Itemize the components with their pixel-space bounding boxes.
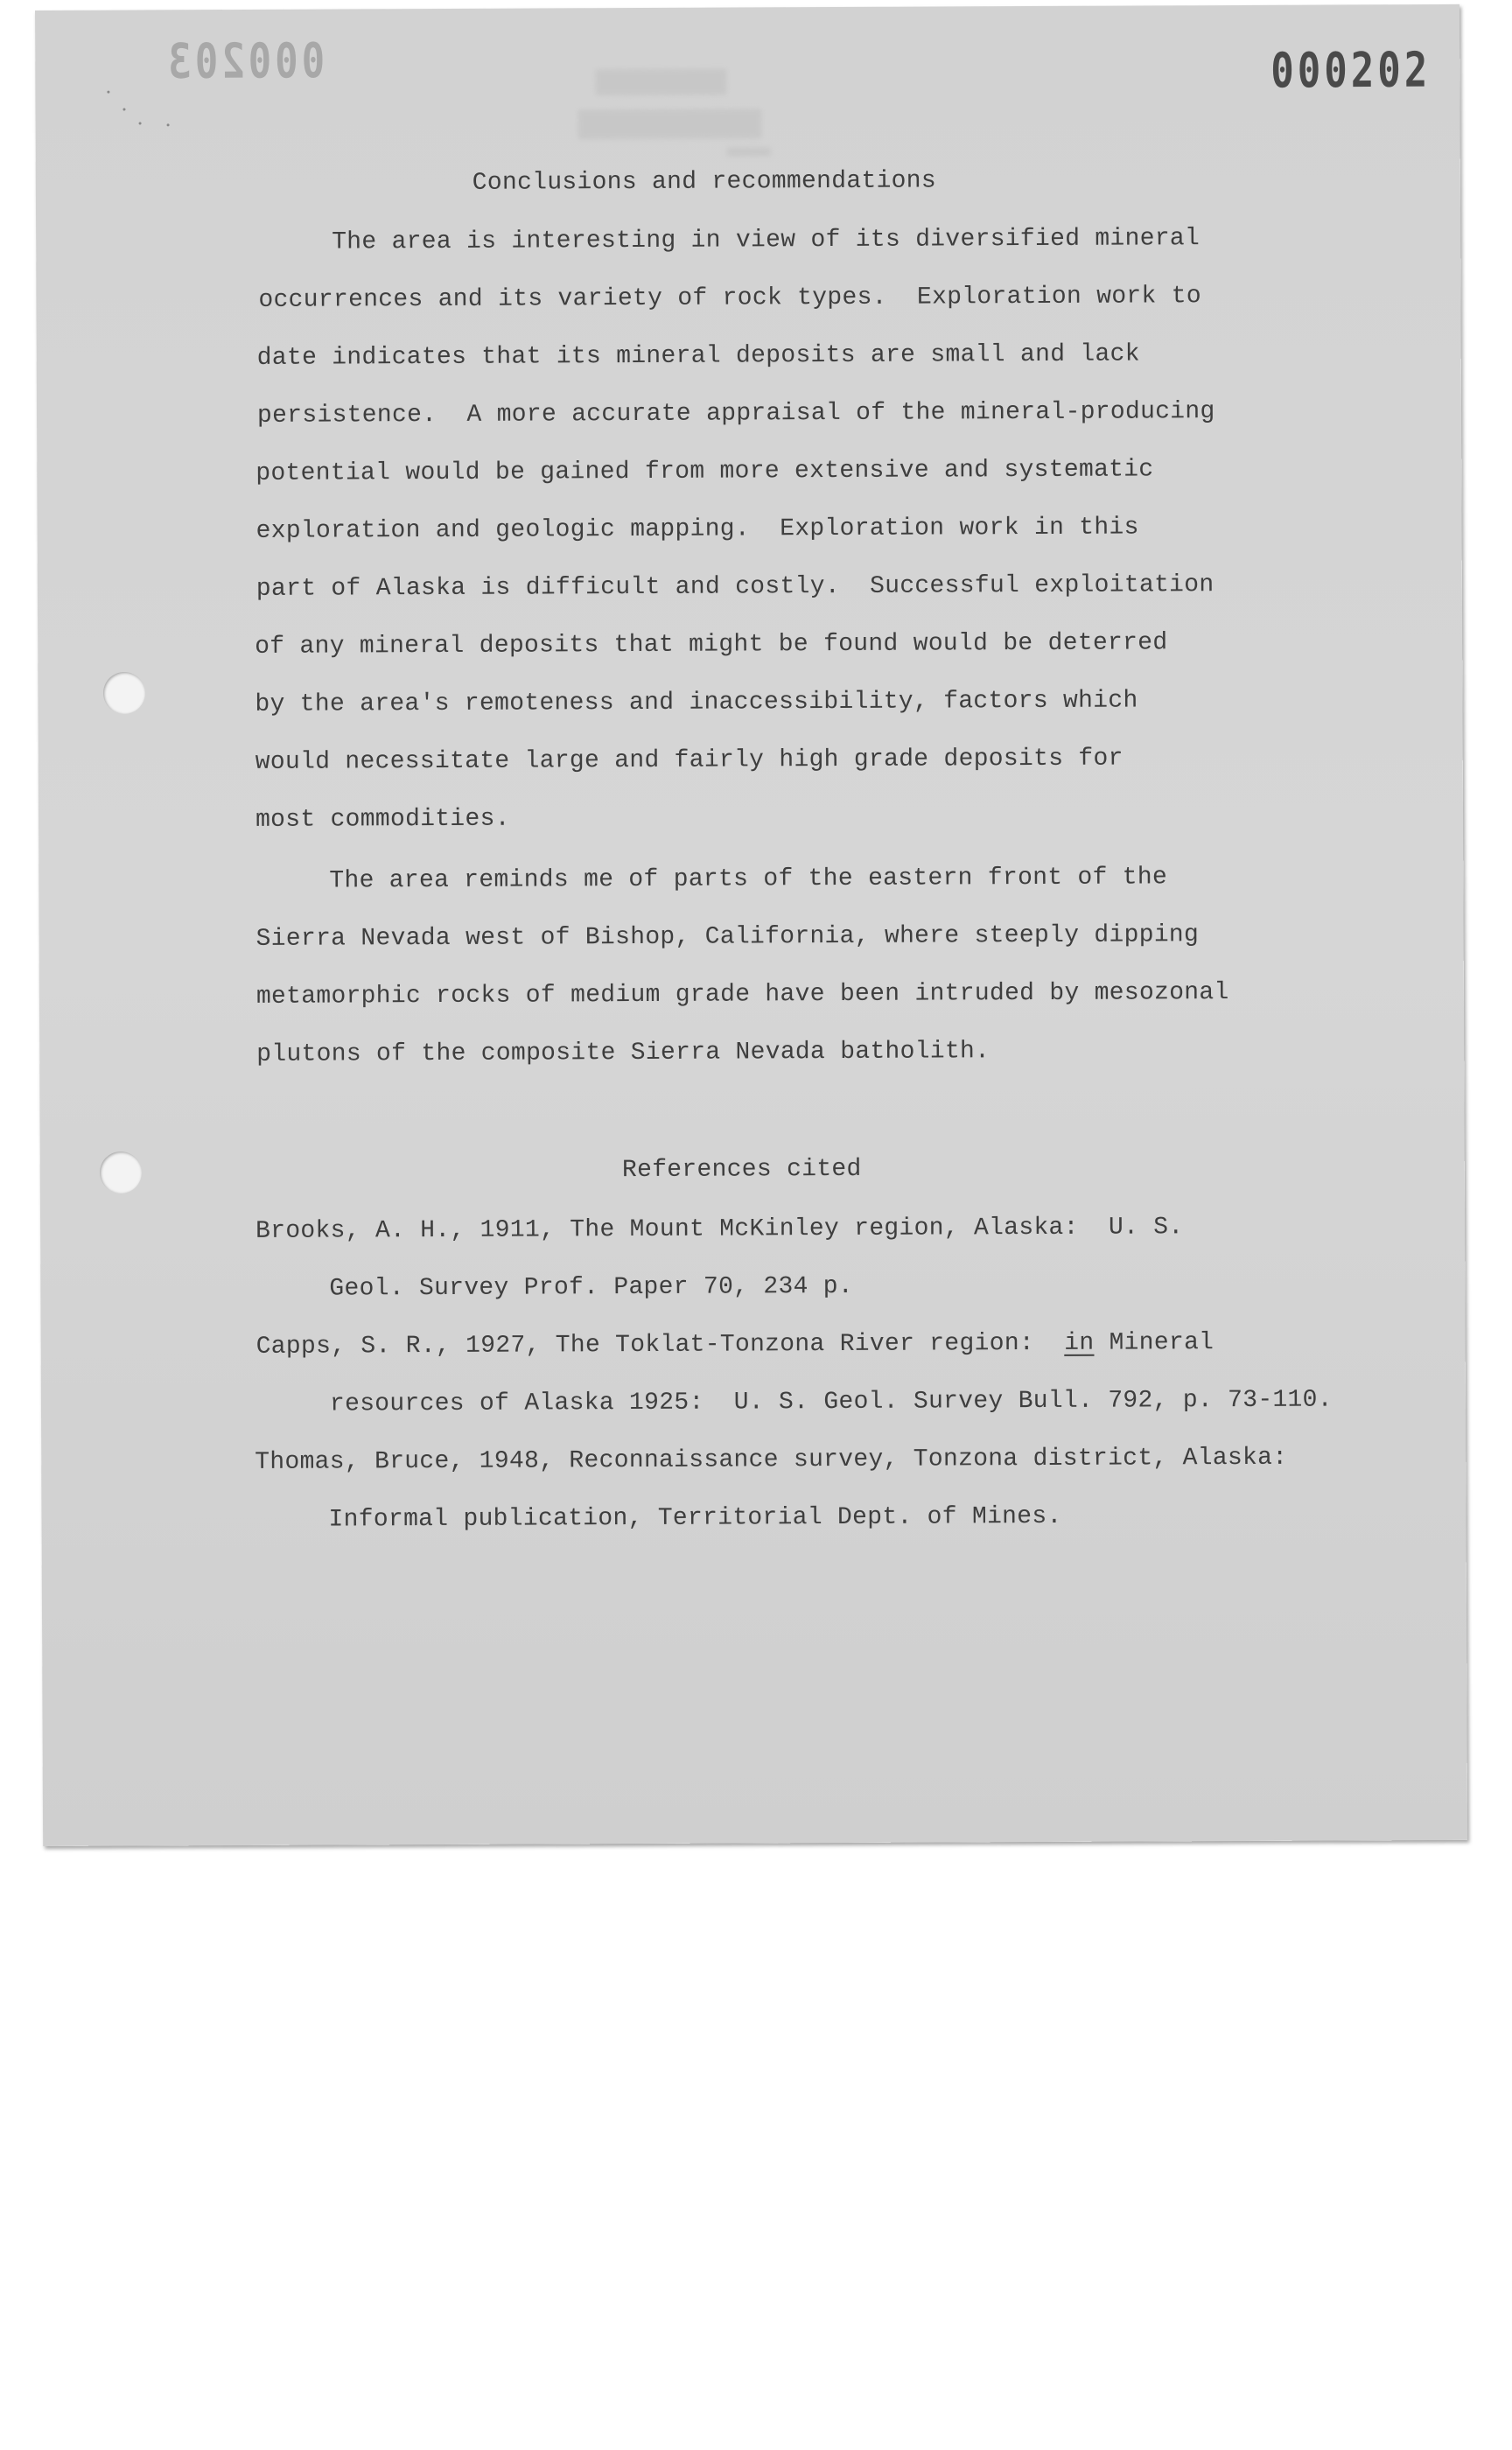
punch-hole: [103, 672, 145, 714]
reference-entry-line: Informal publication, Territorial Dept. of Mines.: [328, 1502, 1062, 1534]
bleed-through-mark: [727, 147, 771, 156]
paragraph-line: by the area's remoteness and inaccessibility, factors which: [255, 687, 1138, 718]
reference-text: Mineral: [1094, 1329, 1214, 1357]
references-heading: References cited: [621, 1155, 862, 1185]
reference-entry-line: Geol. Survey Prof. Paper 70, 234 p.: [329, 1272, 854, 1303]
paragraph-line: would necessitate large and fairly high grade deposits for: [255, 745, 1124, 776]
speck: [167, 123, 170, 126]
paragraph-line: date indicates that its mineral deposits are small and lack: [256, 340, 1140, 372]
reference-entry-line: resources of Alaska 1925: U. S. Geol. Survey Bull. 792, p. 73-110.: [329, 1386, 1333, 1418]
speck: [122, 108, 125, 111]
speck: [139, 122, 142, 124]
reference-underlined-text: in: [1064, 1329, 1095, 1357]
bleed-through-mark: [578, 108, 762, 139]
paragraph-line: plutons of the composite Sierra Nevada batholith.: [256, 1038, 990, 1068]
reference-entry-line: Thomas, Bruce, 1948, Reconnaissance survey, Tonzona district, Alaska:: [255, 1444, 1288, 1476]
paragraph-line: metamorphic rocks of medium grade have been intruded by mesozonal: [256, 979, 1229, 1011]
conclusions-heading: Conclusions and recommendations: [472, 167, 937, 197]
paragraph-line: The area is interesting in view of its diversified mineral: [332, 225, 1200, 256]
speck: [107, 91, 109, 94]
punch-hole: [100, 1152, 142, 1194]
paragraph-line: persistence. A more accurate appraisal of the mineral-producing: [256, 398, 1215, 430]
page-number-stamp: 000202: [1270, 42, 1432, 100]
paragraph-line: occurrences and its variety of rock types. Exploration work to: [258, 283, 1201, 314]
paragraph-line: potential would be gained from more extensive and systematic: [256, 456, 1154, 487]
paragraph-line: Sierra Nevada west of Bishop, California, where steeply dipping: [256, 921, 1200, 953]
paragraph-line: part of Alaska is difficult and costly. Successful exploitation: [256, 571, 1214, 603]
paragraph-line: exploration and geologic mapping. Exploration work in this: [256, 514, 1139, 545]
paragraph-line: most commodities.: [255, 805, 510, 834]
bleed-through-stamp: 000203: [164, 33, 326, 90]
reference-entry-line: [256, 1329, 1214, 1361]
document-page: [35, 4, 1467, 1846]
reference-text: Capps, S. R., 1927, The Toklat-Tonzona River region:: [256, 1329, 1065, 1361]
paragraph-line: The area reminds me of parts of the eastern front of the: [329, 864, 1168, 895]
bleed-through-mark: [595, 69, 726, 96]
paragraph-line: of any mineral deposits that might be found would be deterred: [255, 629, 1168, 661]
reference-entry-line: Brooks, A. H., 1911, The Mount McKinley region, Alaska: U. S.: [256, 1214, 1184, 1245]
